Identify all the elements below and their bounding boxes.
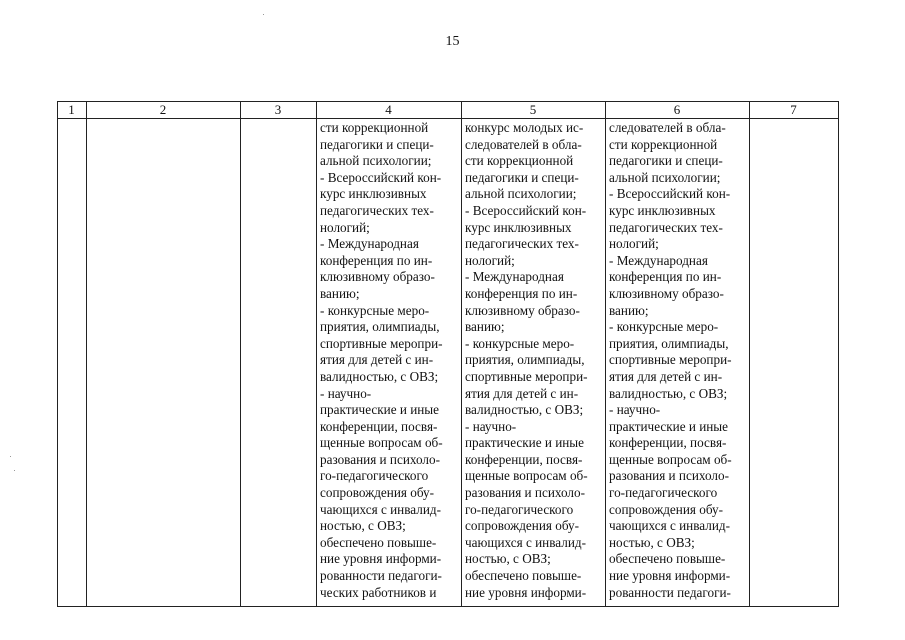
column-divider: [57, 101, 58, 607]
cell-text-line: ятия для детей с ин-: [609, 368, 723, 384]
header-bottom-border: [57, 118, 839, 119]
cell-text-line: курс инклюзивных: [609, 202, 716, 218]
cell-text-line: конференция по ин-: [465, 285, 578, 301]
cell-text-line: ностью, с ОВЗ;: [465, 551, 551, 567]
cell-text-line: ятия для детей с ин-: [320, 352, 434, 368]
cell-text-line: клюзивному образо-: [465, 302, 580, 318]
column-header-7: 7: [790, 102, 797, 117]
cell-text-line: сти коррекционной: [609, 136, 718, 152]
cell-text-line: нологий;: [320, 219, 370, 235]
cell-text-line: - Всероссийский кон-: [465, 202, 587, 218]
cell-text-line: приятия, олимпиады,: [609, 335, 729, 351]
cell-text-line: ческих работников и: [320, 584, 437, 600]
cell-text-line: конференции, посвя-: [609, 435, 727, 451]
cell-text-line: разования и психоло-: [465, 485, 585, 501]
cell-text-line: обеспечено повыше-: [320, 534, 437, 550]
cell-text-line: - конкурсные меро-: [320, 302, 430, 318]
cell-text-line: курс инклюзивных: [320, 186, 427, 202]
column-header-4: 4: [385, 102, 392, 117]
cell-text-line: - Международная: [465, 269, 564, 285]
cell-text-line: следователей в обла-: [465, 136, 582, 152]
scan-speck: [14, 470, 15, 471]
cell-text-line: ностью, с ОВЗ;: [320, 518, 406, 534]
cell-text-line: альной психологии;: [465, 186, 577, 202]
cell-column-4: [320, 120, 460, 606]
cell-text-line: спортивные меропри-: [465, 368, 588, 384]
cell-text-line: конференция по ин-: [320, 252, 433, 268]
cell-text-line: курс инклюзивных: [465, 219, 572, 235]
column-header-3: 3: [274, 102, 282, 117]
cell-text-line: педагогики и специ-: [320, 136, 434, 152]
cell-text-line: педагогики и специ-: [609, 153, 723, 169]
cell-text-line: альной психологии;: [320, 153, 432, 169]
cell-text-line: чающихся с инвалид-: [609, 518, 731, 534]
cell-text-line: практические и иные: [320, 402, 440, 418]
cell-text-line: го-педагогического: [609, 485, 718, 501]
column-divider: [86, 101, 87, 607]
cell-text-line: ние уровня информи-: [465, 584, 587, 600]
column-divider: [749, 101, 750, 607]
column-header-1: 1: [68, 102, 75, 117]
cell-text-line: практические и иные: [609, 418, 729, 434]
cell-text-line: рованности педагоги-: [320, 568, 442, 584]
cell-text-line: клюзивному образо-: [609, 285, 724, 301]
cell-text-line: го-педагогического: [320, 468, 429, 484]
cell-text-line: валидностью, с ОВЗ;: [465, 402, 584, 418]
column-divider: [461, 101, 462, 607]
column-divider: [316, 101, 317, 607]
column-divider: [240, 101, 241, 607]
column-divider: [605, 101, 606, 607]
cell-text-line: ние уровня информи-: [320, 551, 442, 567]
cell-text-line: - научно-: [320, 385, 372, 401]
column-header-2: 2: [159, 102, 167, 117]
cell-text-line: практические и иные: [465, 435, 585, 451]
cell-text-line: чающихся с инвалид-: [320, 501, 442, 517]
cell-text-line: обеспечено повыше-: [609, 551, 726, 567]
cell-text-line: клюзивному образо-: [320, 269, 435, 285]
cell-text-line: - конкурсные меро-: [465, 335, 575, 351]
cell-text-line: - научно-: [465, 418, 517, 434]
cell-text-line: сопровождения обу-: [465, 518, 580, 534]
cell-text-line: ние уровня информи-: [609, 568, 731, 584]
column-header-5: 5: [529, 102, 537, 117]
cell-column-5: [465, 120, 604, 606]
cell-text-line: разования и психоло-: [609, 468, 729, 484]
cell-text-line: - Всероссийский кон-: [320, 169, 442, 185]
cell-text-line: ванию;: [320, 285, 360, 301]
column-header-6: 6: [673, 102, 681, 117]
cell-text-line: щенные вопросам об-: [320, 435, 443, 451]
cell-text-line: сти коррекционной: [320, 120, 429, 135]
cell-text-line: приятия, олимпиады,: [465, 352, 585, 368]
cell-text-line: - Международная: [609, 252, 708, 268]
cell-text-line: нологий;: [465, 252, 515, 268]
cell-text-line: сопровождения обу-: [320, 485, 435, 501]
cell-text-line: щенные вопросам об-: [609, 451, 732, 467]
cell-text-line: конференция по ин-: [609, 269, 722, 285]
cell-text-line: педагогических тех-: [609, 219, 723, 235]
table-bottom-border: [57, 606, 839, 607]
cell-text-line: конференции, посвя-: [320, 418, 438, 434]
cell-text-line: педагогики и специ-: [465, 169, 579, 185]
cell-text-line: ятия для детей с ин-: [465, 385, 579, 401]
cell-text-line: валидностью, с ОВЗ;: [609, 385, 728, 401]
cell-text-line: нологий;: [609, 236, 659, 252]
scan-speck: [263, 14, 264, 15]
cell-text-line: конкурс молодых ис-: [465, 120, 584, 135]
page-number: 15: [445, 34, 460, 49]
cell-text-line: обеспечено повыше-: [465, 568, 582, 584]
cell-text-line: щенные вопросам об-: [465, 468, 588, 484]
cell-text-line: ванию;: [465, 319, 505, 335]
cell-text-line: альной психологии;: [609, 169, 721, 185]
cell-text-line: - Всероссийский кон-: [609, 186, 731, 202]
cell-text-line: чающихся с инвалид-: [465, 534, 587, 550]
cell-column-6: [609, 120, 748, 606]
cell-text-line: - Международная: [320, 236, 419, 252]
cell-text-line: педагогических тех-: [465, 236, 579, 252]
cell-text-line: следователей в обла-: [609, 120, 726, 135]
cell-text-line: приятия, олимпиады,: [320, 319, 440, 335]
cell-text-line: конференции, посвя-: [465, 451, 583, 467]
cell-text-line: ванию;: [609, 302, 649, 318]
cell-text-line: сопровождения обу-: [609, 501, 724, 517]
cell-text-line: спортивные меропри-: [320, 335, 443, 351]
cell-text-line: го-педагогического: [465, 501, 574, 517]
cell-text-line: спортивные меропри-: [609, 352, 732, 368]
cell-text-line: ностью, с ОВЗ;: [609, 534, 695, 550]
cell-text-line: - научно-: [609, 402, 661, 418]
cell-text-line: сти коррекционной: [465, 153, 574, 169]
cell-text-line: - конкурсные меро-: [609, 319, 719, 335]
cell-text-line: разования и психоло-: [320, 451, 440, 467]
scan-speck: [10, 456, 11, 457]
cell-text-line: рованности педагоги-: [609, 584, 731, 600]
cell-text-line: педагогических тех-: [320, 202, 434, 218]
column-divider: [838, 101, 839, 607]
cell-text-line: валидностью, с ОВЗ;: [320, 368, 439, 384]
